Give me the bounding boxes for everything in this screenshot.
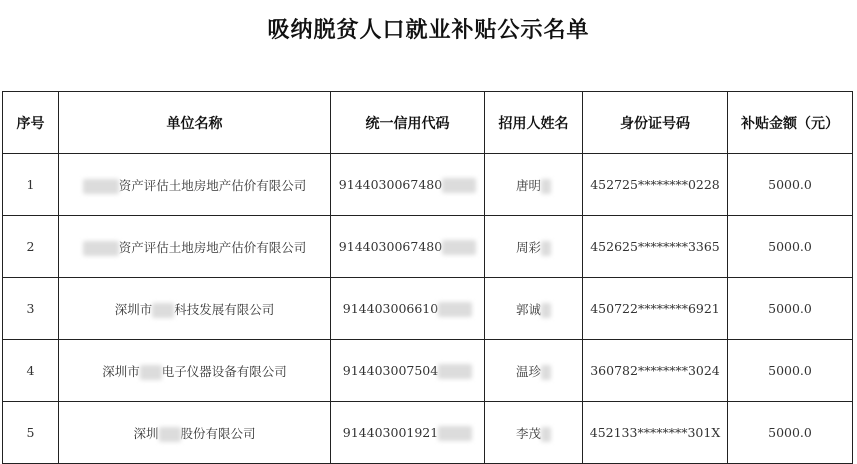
redaction-mark	[541, 427, 551, 442]
column-header-company: 单位名称	[59, 92, 331, 154]
table-row	[3, 154, 853, 216]
company-name-prefix: 深圳市	[114, 301, 153, 317]
redaction-mark	[438, 302, 472, 317]
company-name: 资产评估土地房地产估价有限公司	[118, 177, 307, 193]
cell-index: 2	[3, 216, 59, 278]
column-header-employee-name: 招用人姓名	[485, 92, 583, 154]
table-row	[3, 278, 853, 340]
cell-employee-name	[485, 402, 583, 464]
column-header-index: 序号	[3, 92, 59, 154]
cell-amount: 5000.0	[728, 278, 853, 340]
cell-index: 1	[3, 154, 59, 216]
company-name: 股份有限公司	[180, 425, 256, 441]
cell-employee-name	[485, 340, 583, 402]
cell-company	[59, 402, 331, 464]
cell-company	[59, 340, 331, 402]
cell-id-number: 360782********3024	[583, 340, 728, 402]
redaction-mark	[541, 179, 551, 194]
cell-id-number: 450722********6921	[583, 278, 728, 340]
cell-id-number: 452725********0228	[583, 154, 728, 216]
cell-employee-name	[485, 278, 583, 340]
credit-code: 914403006610	[342, 300, 439, 316]
cell-company	[59, 216, 331, 278]
redaction-mark	[442, 178, 476, 193]
cell-company	[59, 154, 331, 216]
table-row	[3, 402, 853, 464]
redaction-mark	[541, 241, 551, 256]
redaction-mark	[83, 241, 119, 256]
redaction-mark	[438, 426, 472, 441]
redaction-mark	[438, 364, 472, 379]
table-row	[3, 340, 853, 402]
credit-code: 9144030067480	[338, 176, 443, 192]
redaction-mark	[159, 427, 181, 442]
cell-amount: 5000.0	[728, 340, 853, 402]
redaction-mark	[541, 365, 551, 380]
redaction-mark	[83, 179, 119, 194]
credit-code: 914403001921	[342, 424, 439, 440]
cell-id-number: 452133********301X	[583, 402, 728, 464]
redaction-mark	[541, 303, 551, 318]
cell-credit-code	[331, 278, 485, 340]
employee-name: 温珍	[515, 363, 541, 379]
cell-amount: 5000.0	[728, 216, 853, 278]
employee-name: 唐明	[515, 177, 541, 193]
column-header-id-number: 身份证号码	[583, 92, 728, 154]
cell-amount: 5000.0	[728, 402, 853, 464]
company-name-prefix: 深圳市	[102, 363, 140, 379]
company-name-prefix: 深圳	[133, 425, 159, 441]
credit-code: 9144030067480	[338, 238, 443, 254]
cell-employee-name	[485, 216, 583, 278]
table-row	[3, 216, 853, 278]
company-name: 电子仪器设备有限公司	[161, 363, 287, 379]
cell-credit-code	[331, 402, 485, 464]
table-header-row	[3, 92, 853, 154]
column-header-amount: 补贴金额（元）	[728, 92, 853, 154]
cell-credit-code	[331, 216, 485, 278]
subsidy-table	[2, 91, 853, 464]
redaction-mark	[152, 303, 174, 318]
employee-name: 郭诚	[515, 301, 541, 317]
cell-index: 5	[3, 402, 59, 464]
company-name: 资产评估土地房地产估价有限公司	[118, 239, 307, 255]
cell-credit-code	[331, 340, 485, 402]
cell-company	[59, 278, 331, 340]
page-title: 吸纳脱贫人口就业补贴公示名单	[267, 18, 590, 43]
redaction-mark	[442, 240, 476, 255]
cell-credit-code	[331, 154, 485, 216]
redaction-mark	[140, 365, 162, 380]
employee-name: 周彩	[515, 239, 541, 255]
cell-amount: 5000.0	[728, 154, 853, 216]
cell-employee-name	[485, 154, 583, 216]
column-header-credit-code: 统一信用代码	[331, 92, 485, 154]
cell-index: 4	[3, 340, 59, 402]
cell-index: 3	[3, 278, 59, 340]
cell-id-number: 452625********3365	[583, 216, 728, 278]
credit-code: 914403007504	[342, 362, 439, 378]
company-name: 科技发展有限公司	[174, 301, 275, 317]
employee-name: 李茂	[515, 425, 541, 441]
